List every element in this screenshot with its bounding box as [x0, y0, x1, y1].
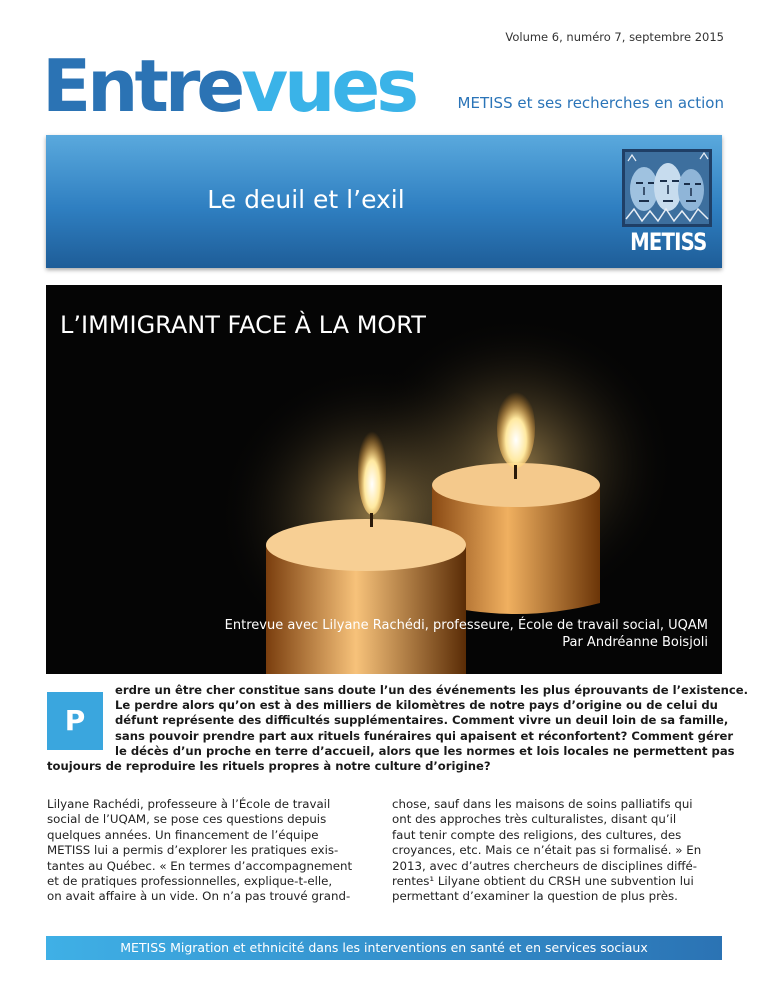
body-line: METISS lui a permis d’explorer les pratiques exis-	[47, 843, 339, 858]
body-line: chose, sauf dans les maisons de soins palliatifs qui	[392, 797, 693, 811]
topic-banner	[46, 135, 722, 268]
intro-paragraph	[47, 683, 749, 774]
body-line: Lilyane Rachédi, professeure à l’École de travail	[47, 797, 331, 811]
metiss-logo	[622, 149, 712, 257]
body-line: ont des approches très culturalistes, disant qu’il	[392, 812, 677, 827]
body-line: 2013, avec d’autres chercheurs de disciplines diffé-	[392, 858, 698, 873]
credit-line-2: Par Andréanne Boisjoli	[562, 635, 708, 650]
intro-line: toujours de reproduire les rituels propres à notre culture d’origine?	[47, 759, 491, 774]
banner-title: Le deuil et l’exil	[207, 185, 405, 214]
body-line: faut tenir compte des religions, des cultures, des	[392, 827, 682, 842]
tagline: METISS et ses recherches en action	[457, 94, 724, 112]
intro-line: sans pouvoir prendre part aux rituels funéraires qui apaisent et réconfortent? Comment gérer	[115, 728, 734, 743]
drop-cap: P	[47, 692, 103, 750]
body-column-left	[47, 797, 367, 905]
intro-line: Le perdre alors qu’on est à des milliers de kilomètres de notre pays d’origine ou de celui du	[115, 698, 718, 713]
body-line: permettant d’examiner la question de plus près.	[392, 889, 678, 904]
body-line: social de l’UQAM, se pose ces questions depuis	[47, 812, 327, 827]
intro-line: erdre un être cher constitue sans doute l’un des événements les plus éprouvants de l’existence.	[115, 683, 749, 697]
body-line: on avait affaire à un vide. On n’a pas trouvé grand-	[47, 889, 351, 904]
newsletter-logo	[42, 46, 415, 126]
feature-title: L’IMMIGRANT FACE À LA MORT	[60, 311, 426, 339]
interview-credit	[225, 617, 708, 651]
metiss-faces-artwork	[622, 149, 712, 227]
issue-info: Volume 6, numéro 7, septembre 2015	[505, 30, 724, 44]
body-line: quelques années. Un financement de l’équipe	[47, 827, 319, 842]
footer-banner: METISS Migration et ethnicité dans les interventions en santé et en services sociaux	[46, 936, 722, 960]
candles-illustration	[46, 285, 722, 674]
body-line: et de pratiques professionnelles, explique-t-elle,	[47, 874, 333, 889]
metiss-logo-text: METISS	[630, 228, 707, 256]
body-column-right	[392, 797, 712, 905]
body-line: rentes¹ Lilyane obtient du CRSH une subvention lui	[392, 874, 694, 889]
intro-line: défunt représente des difficultés supplémentaires. Comment vivre un deuil loin de sa famille,	[115, 713, 729, 728]
body-line: croyances, etc. Mais ce n’était pas si formalisé. » En	[392, 843, 702, 858]
credit-line-1: Entrevue avec Lilyane Rachédi, professeure, École de travail social, UQAM	[224, 618, 708, 633]
logo-part-2: vues	[241, 44, 416, 128]
body-line: tantes au Québec. « En termes d’accompagnement	[47, 858, 353, 873]
intro-line: le décès d’un proche en terre d’accueil, alors que les normes et lois locales ne permettent pas	[115, 743, 735, 758]
logo-part-1: Entre	[42, 44, 242, 128]
feature-photo	[46, 285, 722, 674]
